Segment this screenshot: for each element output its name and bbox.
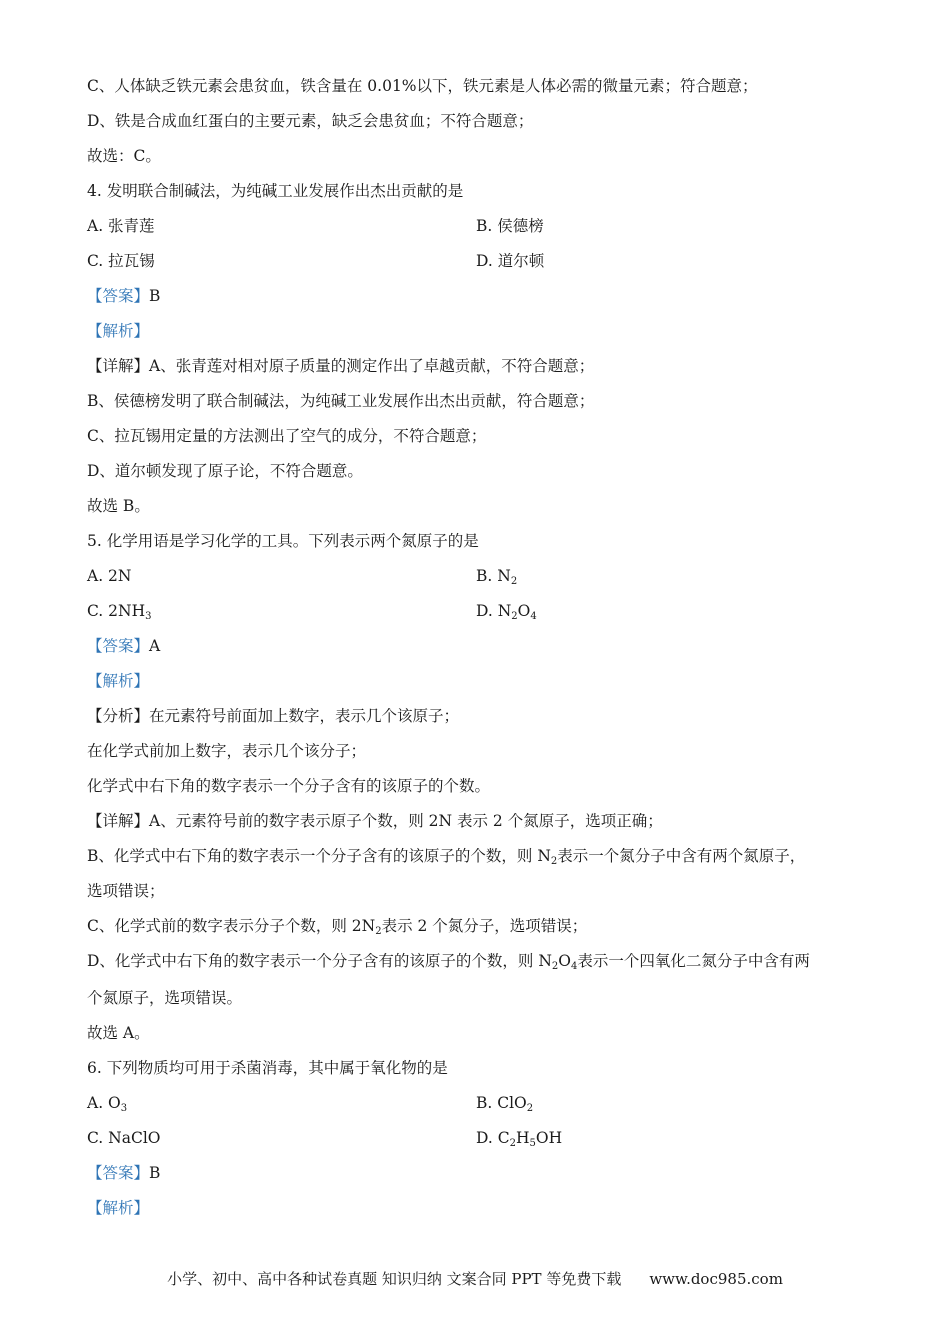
footer-text: 小学、初中、高中各种试卷真题 知识归纳 文案合同 PPT 等免费下载 (167, 1270, 622, 1288)
detail-text: A、元素符号前的数字表示原子个数，则 2N 表示 2 个氮原子，选项正确； (149, 812, 663, 830)
q4-option-d: D. 道尔顿 (476, 252, 545, 270)
q6-option-a (87, 1092, 127, 1114)
q5-detail-c (87, 915, 587, 937)
q5-answer (87, 635, 160, 657)
q3-conclusion: 故选：C。 (87, 147, 161, 165)
q5-analysis-tag: 【解析】 (87, 672, 150, 690)
option-text: O (517, 602, 531, 620)
subscript: 2 (551, 961, 559, 972)
subscript: 2 (509, 1138, 516, 1149)
q4-detail-d: D、道尔顿发现了原子论，不符合题意。 (87, 462, 363, 480)
option-text: C. 2NH (87, 602, 146, 620)
q5-detail-d (87, 950, 810, 972)
q6-answer (87, 1162, 160, 1184)
q4-stem: 4. 发明联合制碱法，为纯碱工业发展作出杰出贡献的是 (87, 182, 464, 200)
q5-option-a: A. 2N (87, 567, 132, 585)
q4-option-c: C. 拉瓦锡 (87, 252, 155, 270)
q5-option-c (87, 600, 151, 622)
q6-option-d (476, 1127, 562, 1149)
q5-option-b (476, 565, 517, 587)
q4-conclusion: 故选 B。 (87, 497, 150, 515)
option-text: D. C (476, 1129, 510, 1147)
q4-analysis-tag: 【解析】 (87, 322, 150, 340)
detail-tag: 【详解】 (87, 357, 150, 375)
answer-tag: 【答案】 (87, 1164, 150, 1182)
q4-detail-c: C、拉瓦锡用定量的方法测出了空气的成分，不符合题意； (87, 427, 487, 445)
fenxi-tag: 【分析】 (87, 707, 150, 725)
option-text: B. ClO (476, 1094, 527, 1112)
q6-option-c: C. NaClO (87, 1129, 161, 1147)
subscript: 4 (530, 611, 537, 622)
answer-value: B (149, 287, 161, 305)
q4-option-a: A. 张青莲 (87, 217, 155, 235)
q3-detail-c: C、人体缺乏铁元素会患贫血，铁含量在 0.01%以下，铁元素是人体必需的微量元素；符合题意； (87, 77, 758, 95)
subscript: 2 (375, 926, 382, 937)
q4-answer (87, 285, 160, 307)
option-text: A. O (87, 1094, 121, 1112)
detail-text: B、化学式中右下角的数字表示一个分子含有的该原子的个数，则 N (87, 847, 551, 865)
option-text: H (515, 1129, 530, 1147)
detail-text: 表示一个氮分子中含有两个氮原子， (557, 847, 806, 865)
q5-detail-d-cont: 个氮原子，选项错误。 (87, 989, 243, 1007)
page-footer (0, 1268, 950, 1290)
q6-stem: 6. 下列物质均可用于杀菌消毒，其中属于氧化物的是 (87, 1059, 448, 1077)
q4-detail-b: B、侯德榜发明了联合制碱法，为纯碱工业发展作出杰出贡献，符合题意； (87, 392, 595, 410)
option-text: B. N (476, 567, 511, 585)
answer-tag: 【答案】 (87, 287, 150, 305)
q4-detail-a (87, 355, 594, 377)
subscript: 2 (526, 1103, 534, 1114)
q5-detail-a (87, 810, 663, 832)
option-text: D. N (476, 602, 512, 620)
q6-option-b (476, 1092, 533, 1114)
detail-text: O (558, 952, 572, 970)
q4-option-b: B. 侯德榜 (476, 217, 544, 235)
q5-detail-b (87, 845, 805, 867)
q5-fenxi-1 (87, 705, 459, 727)
q5-detail-b-cont: 选项错误； (87, 882, 165, 900)
detail-text: 表示一个四氧化二氮分子中含有两 (577, 952, 810, 970)
option-text: OH (535, 1129, 563, 1147)
q6-analysis-tag: 【解析】 (87, 1199, 150, 1217)
subscript: 2 (511, 611, 518, 622)
answer-value: B (149, 1164, 161, 1182)
subscript: 4 (571, 961, 578, 972)
detail-text: A、张青莲对相对原子质量的测定作出了卓越贡献，不符合题意； (149, 357, 595, 375)
fenxi-text: 在元素符号前面加上数字，表示几个该原子； (149, 707, 460, 725)
q5-option-d (476, 600, 537, 622)
detail-text: 表示 2 个氮分子，选项错误； (381, 917, 588, 935)
footer-url-link[interactable]: www.doc985.com (649, 1270, 783, 1288)
subscript: 3 (120, 1103, 128, 1114)
subscript: 3 (145, 611, 152, 622)
subscript: 5 (529, 1138, 536, 1149)
detail-tag: 【详解】 (87, 812, 150, 830)
answer-tag: 【答案】 (87, 637, 150, 655)
subscript: 2 (510, 576, 518, 587)
q5-fenxi-2: 在化学式前加上数字，表示几个该分子； (87, 742, 367, 760)
q3-detail-d: D、铁是合成血红蛋白的主要元素，缺乏会患贫血；不符合题意； (87, 112, 534, 130)
detail-text: C、化学式前的数字表示分子个数，则 2N (87, 917, 376, 935)
subscript: 2 (550, 856, 558, 867)
q5-conclusion: 故选 A。 (87, 1024, 150, 1042)
q5-stem: 5. 化学用语是学习化学的工具。下列表示两个氮原子的是 (87, 532, 479, 550)
q5-fenxi-3: 化学式中右下角的数字表示一个分子含有的该原子的个数。 (87, 777, 491, 795)
detail-text: D、化学式中右下角的数字表示一个分子含有的该原子的个数，则 N (87, 952, 552, 970)
answer-value: A (149, 637, 161, 655)
